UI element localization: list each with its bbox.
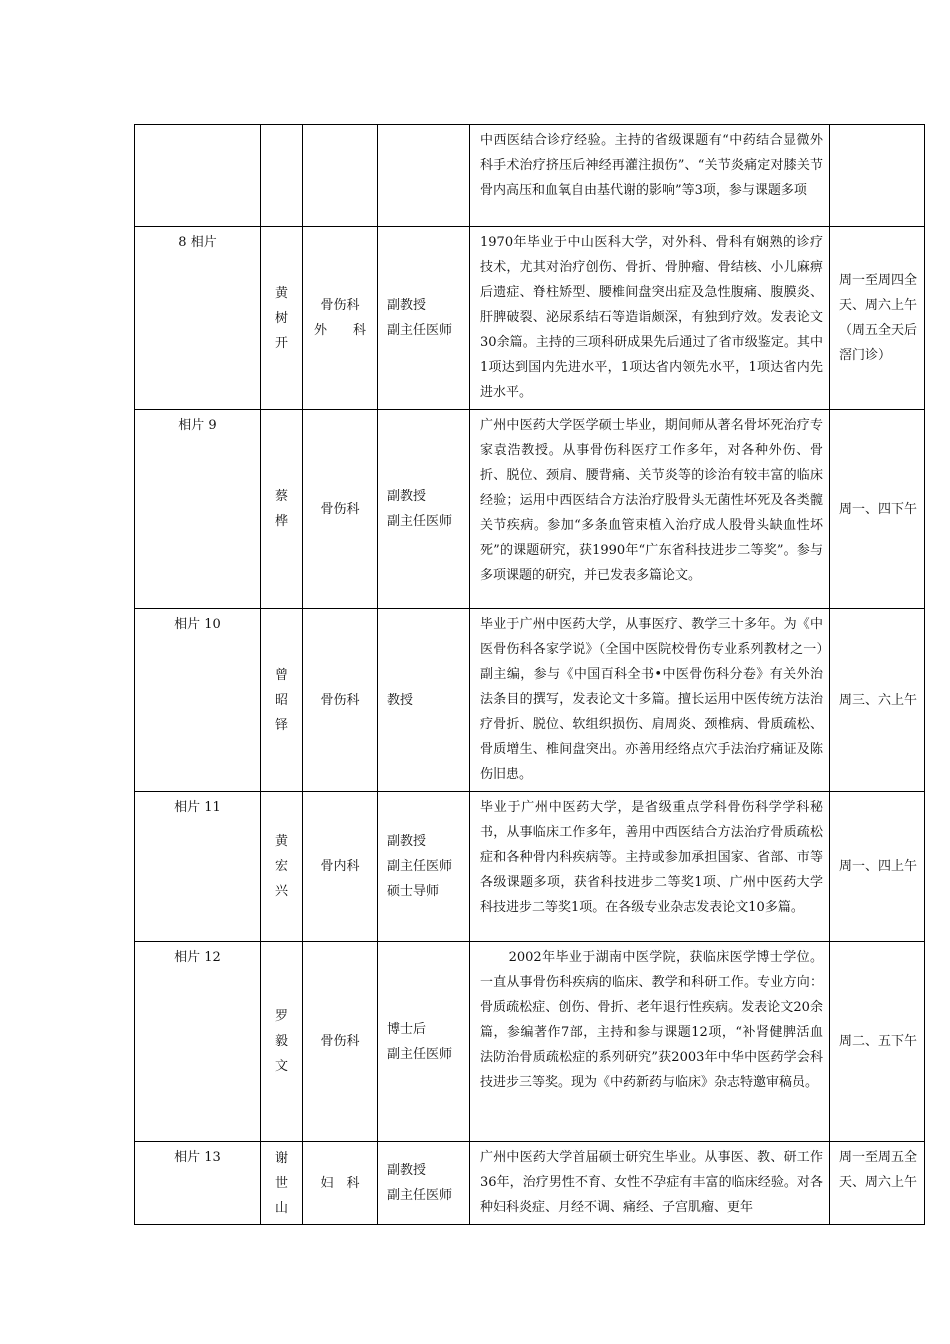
- clinic-hours: 周一、四上午: [830, 792, 925, 942]
- clinic-hours: 周一至周四全天、周六上午 （周五全天后滘门诊）: [830, 227, 925, 410]
- doctor-name: 蔡桦: [274, 489, 288, 529]
- photo-cell: [135, 410, 261, 609]
- academic-title-cell: [378, 227, 470, 410]
- doctor-biography: 1970年毕业于中山医科大学，对外科、骨科有娴熟的诊疗技术，尤其对治疗创伤、骨折、骨肿瘤、骨结核、小儿麻痹后遗症、脊柱矫型、腰椎间盘突出症及急性腹痛、腹膜炎、肝脾破裂、泌尿系结石等造诣颇深，有独到疗效。发表论文30余篇。主持的三项科研成果先后通过了省市级鉴定。其中1项达到国内先进水平，1项达省内领先水平，1项达省内先进水平。: [470, 227, 830, 410]
- table-row: [135, 410, 925, 609]
- table-row: [135, 942, 925, 1142]
- academic-title: 副主任医师: [387, 514, 453, 529]
- table-row: [135, 1142, 925, 1225]
- department-name: 妇 科: [320, 1175, 360, 1191]
- academic-title: 教授: [387, 692, 414, 708]
- academic-title-cell: [378, 125, 470, 227]
- academic-title: 副教授: [387, 1163, 427, 1178]
- doctor-name-cell: [261, 125, 303, 227]
- clinic-hours: [830, 125, 925, 227]
- doctor-biography: 中西医结合诊疗经验。主持的省级课题有“中药结合显微外科手术治疗挤压后神经再灌注损伤”、“关节炎痛定对膝关节骨内高压和血氧自由基代谢的影响”等3项，参与课题多项: [470, 125, 830, 227]
- doctor-name-cell: [261, 410, 303, 609]
- academic-title: 副教授: [387, 834, 427, 849]
- table-row: [135, 125, 925, 227]
- academic-title: 副主任医师: [387, 859, 453, 874]
- academic-title: 副主任医师: [387, 1046, 453, 1062]
- academic-title-cell: [378, 410, 470, 609]
- department-name: 骨伤科: [320, 298, 360, 313]
- department-name: 骨伤科: [320, 501, 360, 517]
- department-cell: [303, 125, 378, 227]
- table-row: [135, 227, 925, 410]
- table-row: [135, 792, 925, 942]
- doctor-name-cell: [261, 1142, 303, 1225]
- clinic-hours: 周一至周五全天、周六上午: [830, 1142, 925, 1225]
- academic-title-cell: [378, 1142, 470, 1225]
- photo-cell: [135, 1142, 261, 1225]
- doctor-biography: 广州中医药大学首届硕士研究生毕业。从事医、教、研工作36年，治疗男性不育、女性不孕症有丰富的临床经验。对各种妇科炎症、月经不调、痛经、子宫肌瘤、更年: [470, 1142, 830, 1225]
- department-cell: [303, 227, 378, 410]
- photo-placeholder-label: 相片 9: [178, 418, 217, 433]
- department-cell: [303, 410, 378, 609]
- doctor-biography: 2002年毕业于湖南中医学院，获临床医学博士学位。一直从事骨伤科疾病的临床、教学和科研工作。专业方向：骨质疏松症、创伤、骨折、老年退行性疾病。发表论文20余篇，参编著作7部，主持和参与课题12项，“补肾健脾活血法防治骨质疏松症的系列研究”获2003年中华中医药学会科技进步三等奖。现为《中药新药与临床》杂志特邀审稿员。: [470, 942, 830, 1142]
- table-body: [135, 125, 931, 1225]
- doctor-name: 罗毅文: [274, 1009, 288, 1074]
- photo-placeholder-label: 相片 12: [174, 950, 221, 965]
- department-name: 骨内科: [320, 859, 360, 874]
- academic-title-cell: [378, 609, 470, 792]
- department-cell: [303, 942, 378, 1142]
- academic-title-cell: [378, 942, 470, 1142]
- photo-cell: [135, 792, 261, 942]
- photo-cell: [135, 227, 261, 410]
- academic-title: 副教授: [387, 489, 427, 504]
- photo-cell: [135, 942, 261, 1142]
- doctor-name: 曾昭铎: [274, 667, 288, 733]
- doctor-schedule-table: [134, 124, 931, 1225]
- doctor-name: 黄树开: [274, 285, 288, 351]
- academic-title-cell: [378, 792, 470, 942]
- doctor-biography: 毕业于广州中医药大学，从事医疗、教学三十多年。为《中医骨伤科各家学说》（全国中医院校骨伤专业系列教材之一）副主编，参与《中国百科全书•中医骨伤科分卷》有关外治法条目的撰写，发表论文十多篇。擅长运用中医传统方法治疗骨折、脱位、软组织损伤、肩周炎、颈椎病、骨质疏松、骨质增生、椎间盘突出。亦善用经络点穴手法治疗痛证及陈伤旧患。: [470, 609, 830, 792]
- photo-placeholder-label: 相片 13: [174, 1150, 221, 1165]
- academic-title: 副主任医师: [387, 1188, 453, 1203]
- department-name: 骨伤科: [320, 692, 360, 708]
- photo-cell: [135, 125, 261, 227]
- academic-title: 博士后: [387, 1021, 427, 1037]
- doctor-biography: 毕业于广州中医药大学，是省级重点学科骨伤科学学科秘书，从事临床工作多年，善用中西医结合方法治疗骨质疏松症和各种骨内科疾病等。主持或参加承担国家、省部、市等各级课题多项，获省科技进步二等奖1项、广州中医药大学科技进步二等奖1项。在各级专业杂志发表论文10多篇。: [470, 792, 830, 942]
- photo-placeholder-label: 8 相片: [178, 235, 217, 250]
- photo-placeholder-label: 相片 10: [174, 617, 221, 632]
- academic-title: 副主任医师: [387, 323, 453, 338]
- department-cell: [303, 609, 378, 792]
- academic-title: 硕士导师: [387, 884, 440, 899]
- doctor-name-cell: [261, 609, 303, 792]
- clinic-hours: 周一、四下午: [830, 410, 925, 609]
- clinic-hours: 周二、五下午: [830, 942, 925, 1142]
- clinic-hours: 周三、六上午: [830, 609, 925, 792]
- department-cell: [303, 1142, 378, 1225]
- doctor-name: 谢世山: [274, 1150, 288, 1216]
- photo-cell: [135, 609, 261, 792]
- doctor-name: 黄宏兴: [274, 834, 288, 899]
- table-row: [135, 609, 925, 792]
- doctor-name-cell: [261, 227, 303, 410]
- academic-title: 副教授: [387, 298, 427, 313]
- department-name: 外 科: [313, 323, 366, 338]
- department-cell: [303, 792, 378, 942]
- doctor-name-cell: [261, 942, 303, 1142]
- doctor-name-cell: [261, 792, 303, 942]
- doctor-biography: 广州中医药大学医学硕士毕业，期间师从著名骨坏死治疗专家袁浩教授。从事骨伤科医疗工作多年，对各种外伤、骨折、脱位、颈肩、腰背痛、关节炎等的诊治有较丰富的临床经验；运用中西医结合方法治疗股骨头无菌性坏死及各类髋关节疾病。参加“多条血管束植入治疗成人股骨头缺血性坏死”的课题研究，获1990年“广东省科技进步二等奖”。参与多项课题的研究，并已发表多篇论文。: [470, 410, 830, 609]
- photo-placeholder-label: 相片 11: [174, 800, 221, 815]
- department-name: 骨伤科: [320, 1034, 360, 1049]
